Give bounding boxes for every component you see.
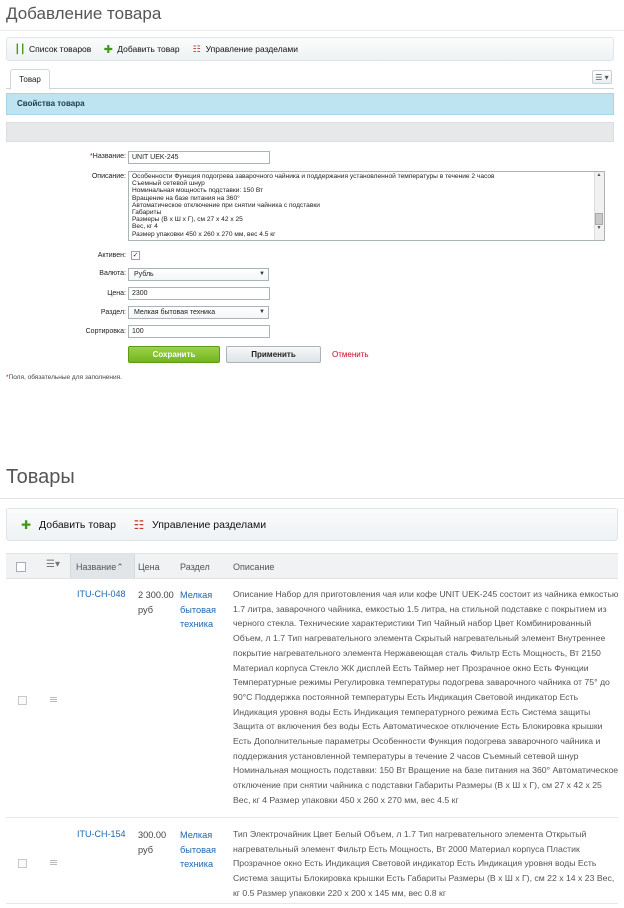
price-input[interactable]: 2300 (128, 287, 270, 300)
apply-button[interactable]: Применить (226, 346, 321, 363)
required-note-text: Поля, обязательные для заполнения. (8, 374, 122, 381)
title-divider (0, 30, 624, 31)
manage-sections-button[interactable] (132, 518, 266, 532)
description-line: Номинальная мощность подставки: 150 Вт (132, 187, 264, 195)
row-description: Тип Электрочайник Цвет Белый Объем, л 1.7 Тип нагревательного элемента Открытый нагревательный элемент Фильтр Есть Мощность, Вт 2000 Материал корпуса Пластик Прозрачное окно Есть Индикация Световой индикатор Есть Индикация уровня воды Есть Система защиты Блокировка крышки Есть Габариты Размеры (В x Ш x Г), см 22 x 14 x 23 Вес, кг 0.5 Размер упаковки 220 x 200 x 145 мм, вес 0.8 кг (233, 829, 615, 898)
row-checkbox[interactable] (18, 859, 27, 868)
col-name-text: Название (76, 562, 117, 572)
required-mark: * (6, 374, 9, 381)
currency-value: Рубль (134, 271, 154, 278)
row-section-link[interactable]: Мелкая бытовая техника (180, 830, 216, 869)
save-button[interactable]: Сохранить (128, 346, 220, 363)
section-divider-band (6, 122, 614, 142)
plus-icon: ✚ (20, 517, 32, 532)
list-icon: ┃┃ (14, 43, 26, 54)
list-title: Товары (6, 466, 75, 488)
description-line: Съемный сетевой шнур (132, 180, 205, 188)
manage-sections-label: Управление разделами (152, 518, 267, 531)
tab-settings-button[interactable] (592, 70, 612, 84)
row-checkbox[interactable] (18, 696, 27, 705)
row-section-link[interactable]: Мелкая бытовая техника (180, 590, 216, 629)
row-actions-icon[interactable] (50, 860, 57, 866)
row-sku-link[interactable]: ITU-CH-048 (77, 589, 126, 599)
grid-header (6, 553, 618, 579)
price-label: Цена: (107, 290, 126, 297)
sort-input[interactable]: 100 (128, 325, 270, 338)
scroll-down-icon[interactable]: ▼ (596, 225, 602, 231)
active-label: Активен: (97, 252, 126, 259)
row-price: 300.00 руб (138, 830, 167, 855)
description-line: Вращение на базе питания на 360° (132, 194, 240, 202)
sections-icon: ☷ (192, 43, 201, 54)
sort-asc-icon: ⌃ (116, 562, 124, 572)
required-mark: * (90, 153, 93, 160)
description-line: Особенности Функция подогрева заварочного чайника и поддержания установленной температуры в течение 2 часов (132, 173, 495, 180)
manage-sections-label: Управление разделами (205, 44, 298, 54)
section-header: Свойства товара (6, 93, 614, 115)
description-line: Вес, кг 4 (132, 223, 158, 231)
chevron-down-icon: ▼ (259, 271, 265, 277)
description-textarea[interactable] (128, 171, 605, 241)
sort-label: Сортировка: (85, 328, 126, 335)
sections-icon: ☷ (133, 517, 145, 532)
scrollbar-thumb[interactable] (595, 213, 603, 225)
list-title-divider (0, 498, 624, 499)
name-input[interactable]: UNIT UEK-245 (128, 151, 270, 164)
name-label-text: Название: (92, 153, 126, 160)
page-title: Добавление товара (6, 4, 162, 23)
description-line: Размер упаковки 450 x 260 x 270 мм, вес 4.5 кг (132, 230, 276, 238)
section-value: Мелкая бытовая техника (134, 309, 216, 316)
scroll-up-icon[interactable]: ▲ (596, 172, 602, 178)
table-row[interactable] (6, 580, 618, 818)
list-products-label: Список товаров (29, 44, 92, 54)
manage-sections-button[interactable] (192, 44, 298, 54)
list-products-button[interactable] (15, 44, 91, 54)
row-description: Описание Набор для приготовления чая или кофе UNIT UEK-245 состоит из чайника емкостью 1.7 литра, заварочного чайника, емкостью 1.5 литра, на стильной подставке с покрытием из черного стекла. Технические характеристики Тип Чайный набор Цвет Комбинированный Объем, л 1.7 Тип нагревательного элемента Скрытый нагревательный элемент Внутреннее покрытие нагревательного элемента Нержавеющая сталь Фильтр Есть Мощность, Вт 2150 Материал корпуса Стекло ЖК дисплей Есть Таймер нет Прозрачное окно Есть Функции Температурные режимы Регулировка температуры подогрева заварочного чайника от 75° до 90°С Поддержка постоянной температуры Есть Индикация Световой индикатор Есть Индикация уровня воды Есть Индикация температурного режима Есть Система защиты Защита от включения без воды Есть Автоматическое отключение Есть Блокировка крышки Есть Дополнительные параметры Особенности Функция подогрева заварочного чайника и поддержания установленной температуры в течение 2 часов Съемный сетевой шнур Номинальная мощность подставки: 150 Вт Вращение на базе питания на 360° Автоматическое отключение при снятии чайника с подставки Габариты Размеры (В x Ш x Г), см 27 x 42 x 25 Вес, кг 4 Размер упаковки 450 x 260 x 270 мм, вес 4.5 кг (233, 589, 619, 805)
plus-icon: ✚ (103, 43, 113, 56)
currency-label: Валюта: (99, 270, 126, 277)
check-icon: ✓ (132, 252, 139, 259)
description-label: Описание: (91, 173, 126, 180)
description-line: Габариты (132, 209, 162, 217)
tab-product[interactable]: Товар (10, 69, 50, 90)
col-description-header[interactable]: Описание (233, 562, 275, 572)
table-row[interactable] (6, 819, 618, 904)
add-product-button[interactable] (103, 44, 179, 54)
cancel-link[interactable]: Отменить (332, 350, 369, 359)
description-line: Автоматическое отключение при снятии чайника с подставки (132, 201, 320, 209)
currency-select[interactable] (128, 268, 269, 281)
add-product-button[interactable] (19, 518, 116, 532)
tab-strip (6, 68, 614, 89)
col-section-header[interactable]: Раздел (180, 562, 210, 572)
add-product-label: Добавить товар (39, 518, 116, 531)
row-sku-link[interactable]: ITU-CH-154 (77, 829, 126, 839)
col-price-header[interactable]: Цена (138, 562, 160, 572)
list-toolbar (6, 508, 618, 541)
active-checkbox[interactable] (131, 251, 140, 260)
column-menu-icon[interactable]: ☰▾ (46, 559, 60, 570)
form-toolbar (6, 37, 614, 61)
col-name-header[interactable] (76, 562, 124, 573)
row-price: 2 300.00 руб (138, 590, 174, 615)
description-line: Размеры (В x Ш x Г), см 27 x 42 x 25 (132, 216, 243, 224)
name-label (6, 153, 126, 160)
row-actions-icon[interactable] (50, 697, 57, 703)
section-label: Раздел: (100, 309, 126, 316)
chevron-down-icon: ▼ (259, 309, 265, 315)
select-all-checkbox[interactable] (16, 562, 26, 572)
add-product-label: Добавить товар (117, 44, 180, 54)
menu-icon: ☰ ▾ (595, 72, 609, 82)
required-note (6, 374, 122, 381)
section-select[interactable] (128, 306, 269, 319)
